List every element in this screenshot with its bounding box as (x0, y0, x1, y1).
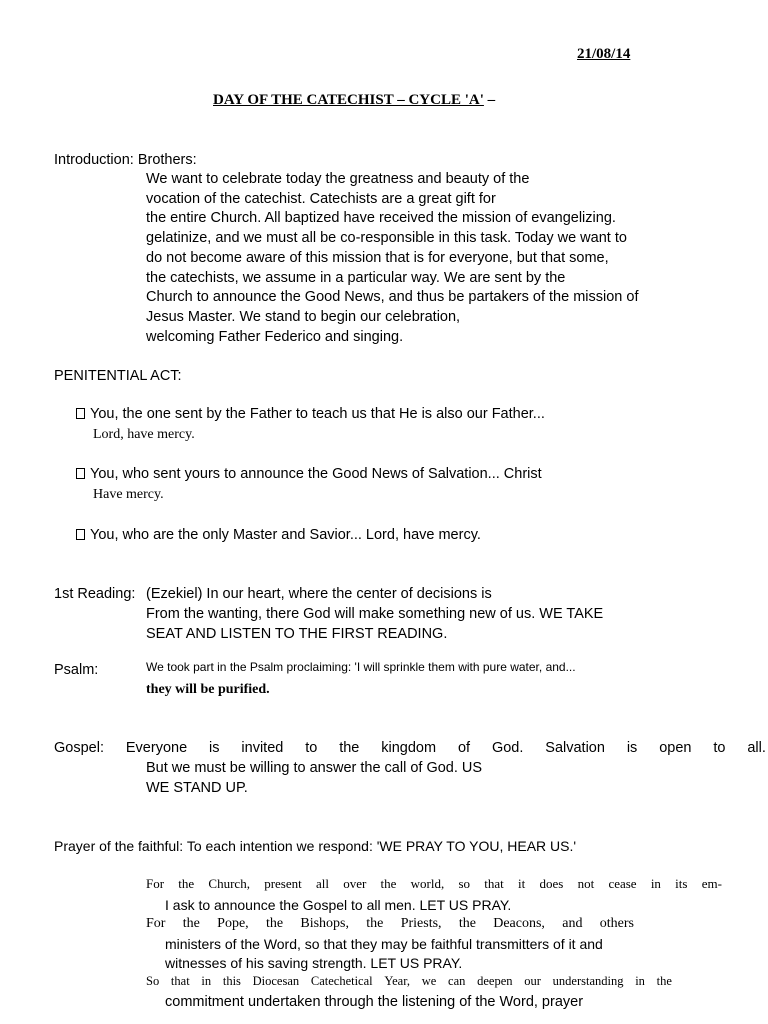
prayer-word: Priests, (400, 916, 442, 931)
introduction-line: the catechists, we assume in a particular way. We are sent by the (146, 269, 566, 286)
introduction-label: Introduction: Brothers: (54, 152, 197, 168)
gospel-line (54, 739, 766, 759)
gospel-word: God. (491, 740, 524, 756)
prayer-word: deepen (477, 974, 513, 988)
reading-line: (Ezekiel) In our heart, where the center of decisions is (146, 586, 492, 602)
gospel-word: is (626, 740, 638, 756)
gospel-label: Gospel: (54, 740, 104, 756)
title-text: DAY OF THE CATECHIST – CYCLE 'A' (213, 92, 484, 108)
prayer-word: cease (608, 876, 637, 891)
prayer-word: our (524, 974, 541, 988)
gospel-line: But we must be willing to answer the call of God. US (146, 760, 483, 776)
penitential-item (76, 526, 481, 546)
introduction-line: welcoming Father Federico and singing. (146, 328, 404, 345)
prayer-word: world, (410, 876, 445, 891)
introduction-line: gelatinize, and we must all be co-responsible in this task. Today we want to (146, 230, 627, 247)
gospel-word: kingdom (381, 740, 437, 756)
gospel-word: the (339, 740, 360, 756)
prayer-label: Prayer of the faithful: To each intention we respond: 'WE PRAY TO YOU, HEAR US.' (54, 838, 577, 854)
title-suffix: – (483, 92, 496, 108)
prayer-word: not (577, 876, 595, 891)
penitential-item (76, 405, 545, 425)
checkbox-bullet-icon (76, 468, 85, 479)
checkbox-bullet-icon (76, 529, 85, 540)
prayer-word: the (182, 916, 200, 931)
prayer-word: Diocesan (252, 974, 300, 988)
prayer-word: we (421, 974, 437, 988)
gospel-word: all. (747, 740, 766, 756)
prayer-word: the (178, 876, 195, 891)
gospel-word: Everyone (125, 740, 188, 756)
prayer-word: that (484, 876, 504, 891)
reading-line: From the wanting, there God will make something new of us. WE TAKE (146, 606, 604, 622)
prayer-word: it (518, 876, 526, 891)
prayer-word: the (380, 876, 397, 891)
introduction-line: Church to announce the Good News, and thus be partakers of the mission of (146, 289, 639, 306)
prayer-word: in (201, 974, 212, 988)
document-date: 21/08/14 (577, 46, 631, 62)
prayer-word: all (315, 876, 329, 891)
gospel-line: WE STAND UP. (146, 780, 248, 796)
introduction-line: vocation of the catechist. Catechists are a great gift for (146, 190, 496, 207)
gospel-word: is (209, 740, 220, 756)
prayer-word: the (458, 916, 476, 931)
penitential-response: Have mercy. (93, 487, 164, 502)
gospel-word: open (659, 740, 692, 756)
gospel-word: invited (241, 740, 284, 756)
prayer-word: the (656, 974, 672, 988)
psalm-response: they will be purified. (146, 682, 270, 697)
psalm-label: Psalm: (54, 662, 99, 678)
prayer-word: its (675, 876, 688, 891)
prayer-intention-line: commitment undertaken through the listening of the Word, prayer (165, 994, 584, 1010)
gospel-word: to (713, 740, 726, 756)
prayer-word: So (146, 974, 160, 988)
introduction-line: the entire Church. All baptized have received the mission of evangelizing. (146, 210, 616, 227)
prayer-intention-line (146, 876, 722, 892)
prayer-word: For (146, 876, 165, 891)
prayer-word: and (562, 916, 583, 931)
gospel-word: to (305, 740, 318, 756)
prayer-intention-line (146, 916, 634, 932)
reading-label: 1st Reading: (54, 586, 136, 602)
prayer-word: over (343, 876, 367, 891)
prayer-intention-line: I ask to announce the Gospel to all men. LET US PRAY. (165, 897, 512, 913)
penitential-item (76, 465, 542, 485)
prayer-word: em- (701, 876, 722, 891)
introduction-line: Jesus Master. We stand to begin our celebration, (146, 308, 461, 325)
document-title (213, 92, 495, 109)
prayer-word: understanding (552, 974, 624, 988)
prayer-word: Year, (384, 974, 411, 988)
penitential-label: PENITENTIAL ACT: (54, 368, 182, 384)
prayer-word: in (635, 974, 645, 988)
prayer-word: can (448, 974, 466, 988)
prayer-intention-line: witnesses of his saving strength. LET US PRAY. (165, 955, 463, 971)
psalm-line: We took part in the Psalm proclaiming: 'I will sprinkle them with pure water, and... (146, 660, 576, 674)
penitential-item-text: You, who are the only Master and Savior... Lord, have mercy. (90, 527, 481, 543)
prayer-word: present (264, 876, 302, 891)
penitential-response: Lord, have mercy. (93, 427, 195, 442)
prayer-word: Pope, (217, 916, 249, 931)
reading-line: SEAT AND LISTEN TO THE FIRST READING. (146, 626, 448, 642)
prayer-word: does (539, 876, 564, 891)
penitential-item-text: You, who sent yours to announce the Good News of Salvation... Christ (90, 466, 542, 482)
prayer-word: Catechetical (310, 974, 373, 988)
prayer-word: so (458, 876, 471, 891)
introduction-line: do not become aware of this mission that is for everyone, but that some, (146, 249, 609, 266)
prayer-word: that (170, 974, 190, 988)
prayer-intention-line: ministers of the Word, so that they may be faithful transmitters of it and (165, 936, 603, 952)
prayer-word: Deacons, (493, 916, 545, 931)
prayer-intention-line (146, 974, 672, 989)
prayer-word: this (222, 974, 241, 988)
introduction-line: We want to celebrate today the greatness and beauty of the (146, 171, 530, 187)
checkbox-bullet-icon (76, 408, 85, 419)
prayer-word: others (599, 916, 634, 931)
introduction-body (146, 170, 638, 347)
gospel-word: Salvation (545, 740, 605, 756)
prayer-word: Bishops, (300, 916, 349, 931)
penitential-item-text: You, the one sent by the Father to teach us that He is also our Father... (90, 406, 545, 422)
prayer-word: Church, (208, 876, 250, 891)
gospel-word: of (457, 740, 471, 756)
prayer-word: the (366, 916, 384, 931)
prayer-word: in (650, 876, 661, 891)
prayer-word: For (146, 916, 166, 931)
prayer-word: the (265, 916, 284, 931)
